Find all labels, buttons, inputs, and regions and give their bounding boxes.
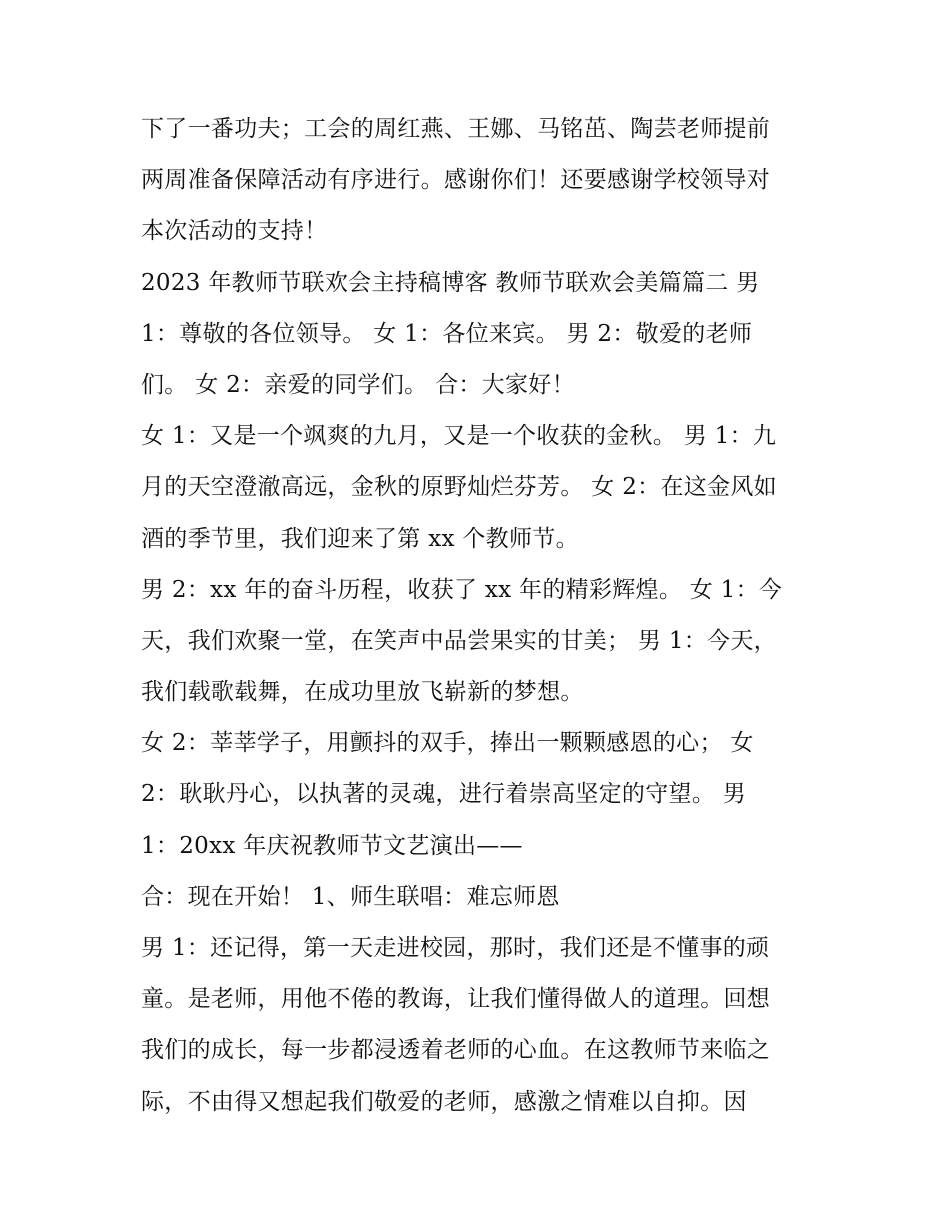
- document-body: [141, 104, 821, 1128]
- text-line: 我们的成长，每一步都浸透着老师的心血。在这教师节来临之: [141, 1037, 771, 1064]
- text-line: 2：耿耿丹心，以执著的灵魂，进行着崇高坚定的守望。 男: [141, 781, 747, 808]
- text-line: 男 2：xx 年的奋斗历程，收获了 xx 年的精彩辉煌。 女 1：今: [141, 576, 783, 603]
- text-line: 下了一番功夫；工会的周红燕、王娜、马铭茁、陶芸老师提前: [141, 116, 771, 142]
- text-line: 合：现在开始！ 1、师生联唱：难忘师恩: [141, 883, 560, 910]
- text-line: 我们载歌载舞，在成功里放飞崭新的梦想。: [141, 679, 584, 706]
- text-line: 女 2：莘莘学子，用颤抖的双手，捧出一颗颗感恩的心； 女: [141, 730, 754, 757]
- text-line: 女 1：又是一个飒爽的九月，又是一个收获的金秋。 男 1：九: [141, 423, 777, 450]
- text-line: 酒的季节里，我们迎来了第 xx 个教师节。: [141, 525, 579, 552]
- text-line: 1：尊敬的各位领导。 女 1：各位来宾。 男 2：敬爱的老师: [141, 320, 753, 347]
- text-line: 月的天空澄澈高远，金秋的原野灿烂芬芳。 女 2：在这金风如: [141, 474, 777, 501]
- text-line: 们。 女 2：亲爱的同学们。 合：大家好！: [141, 371, 575, 398]
- text-line: 本次活动的支持！: [141, 218, 328, 245]
- text-line: 天，我们欢聚一堂，在笑声中品尝果实的甘美； 男 1：今天，: [141, 627, 777, 654]
- text-line: 两周准备保障活动有序进行。感谢你们！还要感谢学校领导对: [141, 167, 771, 194]
- text-line: 童。是老师，用他不倦的教诲，让我们懂得做人的道理。回想: [141, 986, 771, 1013]
- text-line: 际，不由得又想起我们敬爱的老师，感激之情难以自抑。因: [141, 1088, 747, 1115]
- text-line: 男 1：还记得，第一天走进校园，那时，我们还是不懂事的顽: [141, 935, 770, 961]
- text-line: 2023 年教师节联欢会主持稿博客 教师节联欢会美篇篇二 男: [141, 269, 760, 296]
- text-line: 1：20xx 年庆祝教师节文艺演出——: [141, 832, 523, 859]
